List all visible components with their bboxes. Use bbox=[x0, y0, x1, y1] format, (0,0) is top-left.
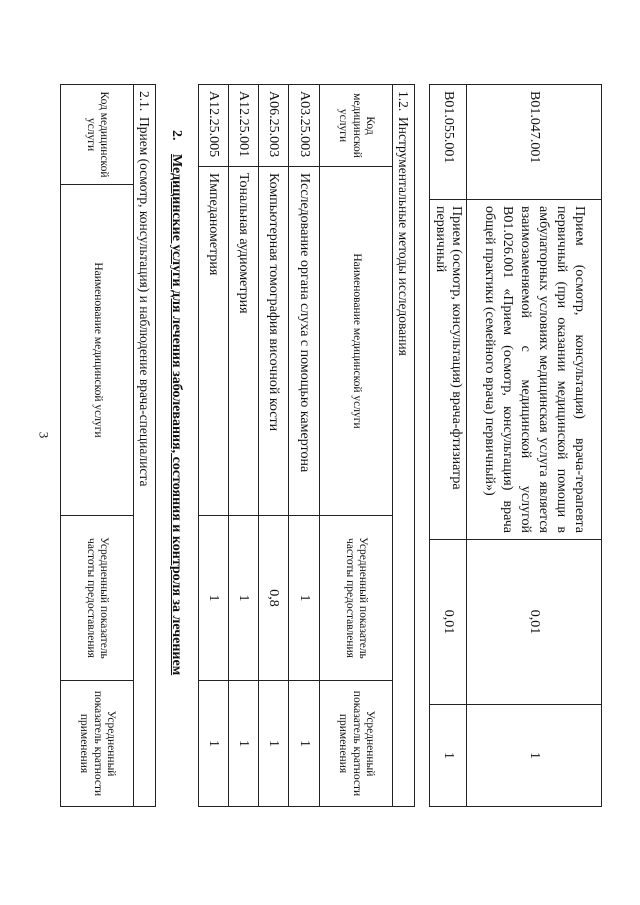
table-row bbox=[199, 85, 229, 807]
section-number: 1.2. bbox=[396, 91, 412, 112]
section-title: Инструментальные методы исследования bbox=[396, 117, 412, 356]
service-code: B01.055.001 bbox=[430, 85, 467, 200]
header-code: Код медицинской услуги bbox=[61, 85, 134, 185]
specialist-consultation-table bbox=[60, 84, 156, 807]
service-name: Импеданометрия bbox=[199, 167, 229, 516]
column-header-row bbox=[320, 85, 393, 807]
section-header-row bbox=[134, 85, 156, 807]
section-header-row bbox=[393, 85, 415, 807]
table-row bbox=[259, 85, 289, 807]
header-name: Наименование медицинской услуги bbox=[61, 185, 134, 516]
frequency-value: 0,8 bbox=[259, 516, 289, 681]
frequency-value: 0,01 bbox=[430, 540, 467, 705]
service-name: Компьютерная томография височной кости bbox=[259, 167, 289, 516]
section-header bbox=[393, 85, 415, 807]
service-code: A12.25.001 bbox=[229, 85, 259, 167]
section-number: 2.1. bbox=[137, 91, 153, 112]
multiplicity-value: 1 bbox=[289, 681, 320, 807]
page-number: 3 bbox=[36, 431, 52, 439]
service-code: A12.25.005 bbox=[199, 85, 229, 167]
service-name: Исследование органа слуха с помощью камертона bbox=[289, 167, 320, 516]
instrumental-methods-table bbox=[198, 84, 415, 807]
service-code: A06.25.003 bbox=[259, 85, 289, 167]
multiplicity-value: 1 bbox=[259, 681, 289, 807]
column-header-row bbox=[61, 85, 134, 807]
multiplicity-value: 1 bbox=[199, 681, 229, 807]
service-code: A03.25.003 bbox=[289, 85, 320, 167]
consultation-table-continued bbox=[429, 84, 602, 807]
section-number: 2. bbox=[169, 130, 184, 141]
frequency-value: 1 bbox=[199, 516, 229, 681]
multiplicity-value: 1 bbox=[430, 705, 467, 807]
section-header bbox=[134, 85, 156, 807]
multiplicity-value: 1 bbox=[229, 681, 259, 807]
section-2-heading bbox=[168, 130, 184, 675]
header-code: Код медицинской услуги bbox=[320, 85, 393, 167]
service-name: Прием (осмотр, консультация) врача-терапевта первичный (при оказании медицинской помощи в амбулаторных условиях медицинская услуга является взаимозаменяемой с медицинской услугой B01.026.001 «Прием (осмотр, консультация) врача общей практики (семейного врача) первичный») bbox=[467, 200, 602, 540]
table-row bbox=[229, 85, 259, 807]
table-row bbox=[467, 85, 602, 807]
frequency-value: 0,01 bbox=[467, 540, 602, 705]
service-code: B01.047.001 bbox=[467, 85, 602, 200]
header-name: Наименование медицинской услуги bbox=[320, 167, 393, 516]
section-title: Прием (осмотр, консультация) и наблюдение врача-специалиста bbox=[137, 117, 153, 487]
header-frequency: Усредненный показатель частоты предоставления bbox=[61, 516, 134, 681]
service-name: Прием (осмотр, консультация) врача-фтизиатра первичный bbox=[430, 200, 467, 540]
frequency-value: 1 bbox=[229, 516, 259, 681]
frequency-value: 1 bbox=[289, 516, 320, 681]
multiplicity-value: 1 bbox=[467, 705, 602, 807]
header-multiplicity: Усредненный показатель кратности применения bbox=[61, 681, 134, 807]
table-row bbox=[289, 85, 320, 807]
service-name: Тональная аудиометрия bbox=[229, 167, 259, 516]
table-row bbox=[430, 85, 467, 807]
header-multiplicity: Усредненный показатель кратности применения bbox=[320, 681, 393, 807]
section-title: Медицинские услуги для лечения заболевания, состояния и контроля за лечением bbox=[169, 154, 184, 676]
header-frequency: Усредненный показатель частоты предоставления bbox=[320, 516, 393, 681]
